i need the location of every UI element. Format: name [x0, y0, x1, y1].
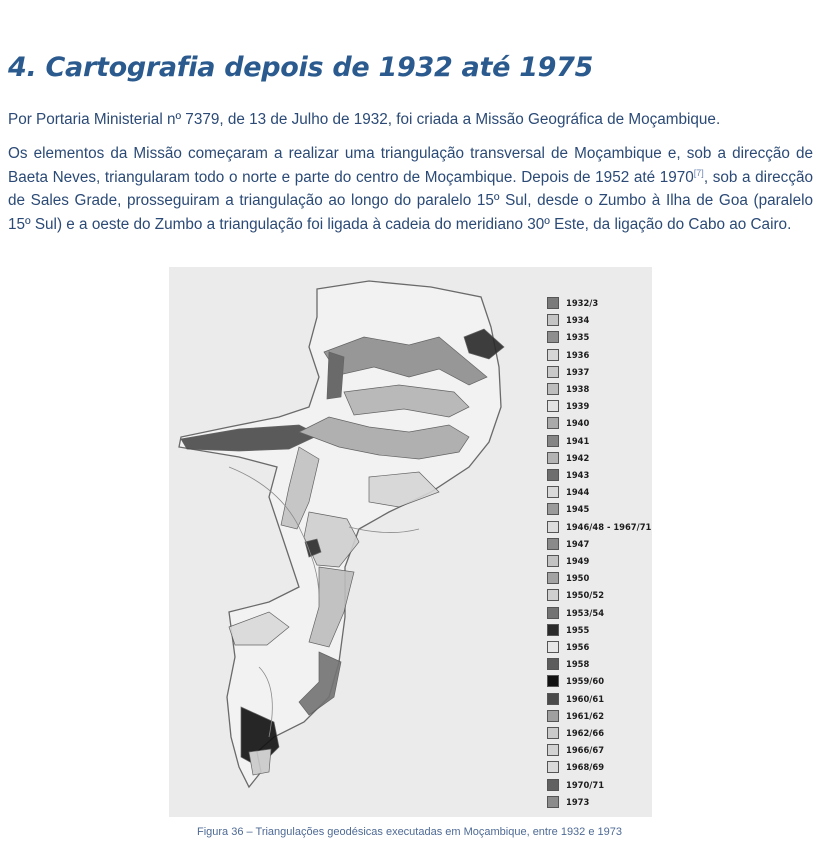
legend-swatch — [547, 572, 559, 584]
legend-item — [547, 726, 604, 740]
legend-item — [547, 743, 604, 757]
paragraph-text-part2: , sob a direcção de Sales Grade, prosseguiram a triangulação ao longo do paralelo 15º Sul, desde o Zumbo à Ilha de Goa (paralelo 15º Sul) e a oeste do Zumbo a triangulação foi ligada à cadeia do meridiano 30º Este, da ligação do Cabo ao Cairo. — [8, 168, 813, 233]
legend-label: 1946/48 - 1967/71 — [566, 521, 652, 532]
legend-item — [547, 760, 604, 774]
legend-item — [547, 709, 604, 723]
legend-label: 1934 — [566, 315, 590, 326]
legend-label: 1970/71 — [566, 779, 605, 790]
legend-swatch — [547, 693, 559, 705]
legend-item — [547, 571, 589, 585]
legend-swatch — [547, 796, 559, 808]
legend-item — [547, 296, 598, 310]
footnote-link[interactable]: [7] — [693, 167, 704, 178]
legend-item — [547, 434, 589, 448]
legend-swatch — [547, 417, 559, 429]
legend-swatch — [547, 761, 559, 773]
legend-item — [547, 468, 589, 482]
legend-item — [547, 399, 589, 413]
legend-label: 1944 — [566, 487, 590, 498]
legend-item — [547, 348, 589, 362]
legend-swatch — [547, 607, 559, 619]
legend-swatch — [547, 589, 559, 601]
legend-label: 1973 — [566, 796, 590, 807]
legend-item — [547, 692, 604, 706]
legend-label: 1960/61 — [566, 693, 605, 704]
legend-swatch — [547, 503, 559, 515]
legend-swatch — [547, 349, 559, 361]
legend-item — [547, 330, 589, 344]
legend-item — [547, 554, 589, 568]
legend-swatch — [547, 486, 559, 498]
paragraph-text-part1: Os elementos da Missão começaram a realizar uma triangulação transversal de Moçambique e, sob a direcção de Baeta Neves, triangularam todo o norte e parte do centro de Moçambique. Depois de 1952 até 1970 — [8, 145, 813, 186]
legend-label: 1950 — [566, 573, 590, 584]
legend-label: 1941 — [566, 435, 590, 446]
legend-swatch — [547, 400, 559, 412]
legend-label: 1959/60 — [566, 676, 605, 687]
legend-swatch — [547, 383, 559, 395]
legend-item — [547, 537, 589, 551]
figure-caption: Figura 36 – Triangulações geodésicas executadas em Moçambique, entre 1932 e 1973 — [197, 826, 622, 838]
legend-swatch — [547, 452, 559, 464]
legend-item — [547, 606, 604, 620]
legend-item — [547, 657, 589, 671]
triangulation-map-figure — [169, 267, 652, 817]
paragraph-triangulation — [8, 142, 813, 236]
legend-label: 1938 — [566, 384, 590, 394]
legend-label: 1961/62 — [566, 710, 605, 721]
legend-item — [547, 485, 589, 499]
legend-item — [547, 674, 604, 688]
legend-label: 1942 — [566, 452, 590, 463]
legend-item — [547, 588, 604, 602]
legend-label: 1949 — [566, 556, 590, 566]
legend-label: 1955 — [566, 624, 590, 635]
legend-label: 1966/67 — [566, 745, 605, 756]
legend-item — [547, 416, 589, 430]
legend-label: 1932/3 — [566, 298, 599, 308]
legend-item — [547, 640, 589, 654]
legend-item — [547, 520, 651, 534]
legend-label: 1956 — [566, 642, 590, 652]
legend-swatch — [547, 538, 559, 550]
legend-label: 1940 — [566, 418, 590, 429]
legend-swatch — [547, 314, 559, 326]
legend-swatch — [547, 658, 559, 670]
legend-swatch — [547, 555, 559, 567]
legend-label: 1936 — [566, 349, 590, 360]
paragraph-portaria: Por Portaria Ministerial nº 7379, de 13 de Julho de 1932, foi criada a Missão Geográfica de Moçambique. — [8, 111, 721, 128]
legend-label: 1962/66 — [566, 728, 605, 738]
legend-item — [547, 778, 604, 792]
legend-label: 1947 — [566, 538, 590, 549]
legend-swatch — [547, 521, 559, 533]
legend-swatch — [547, 435, 559, 447]
legend-item — [547, 623, 589, 637]
legend-swatch — [547, 624, 559, 636]
legend-swatch — [547, 366, 559, 378]
legend-item — [547, 365, 589, 379]
legend-label: 1950/52 — [566, 590, 605, 601]
legend-label: 1939 — [566, 401, 590, 412]
legend-item — [547, 502, 589, 516]
legend-swatch — [547, 469, 559, 481]
legend-label: 1943 — [566, 470, 590, 480]
legend-swatch — [547, 331, 559, 343]
legend-label: 1937 — [566, 366, 590, 377]
legend-swatch — [547, 297, 559, 309]
legend-item — [547, 795, 589, 809]
legend-swatch — [547, 675, 559, 687]
legend-swatch — [547, 710, 559, 722]
legend-label: 1968/69 — [566, 762, 605, 773]
legend-swatch — [547, 727, 559, 739]
legend-label: 1945 — [566, 504, 590, 515]
legend-item — [547, 451, 589, 465]
legend-swatch — [547, 641, 559, 653]
legend-swatch — [547, 779, 559, 791]
legend-label: 1935 — [566, 332, 590, 343]
legend-label: 1953/54 — [566, 607, 605, 618]
legend-item — [547, 313, 589, 327]
legend-label: 1958 — [566, 659, 590, 670]
section-heading: 4. Cartografia depois de 1932 até 1975 — [8, 52, 594, 83]
legend-item — [547, 382, 589, 396]
legend-swatch — [547, 744, 559, 756]
